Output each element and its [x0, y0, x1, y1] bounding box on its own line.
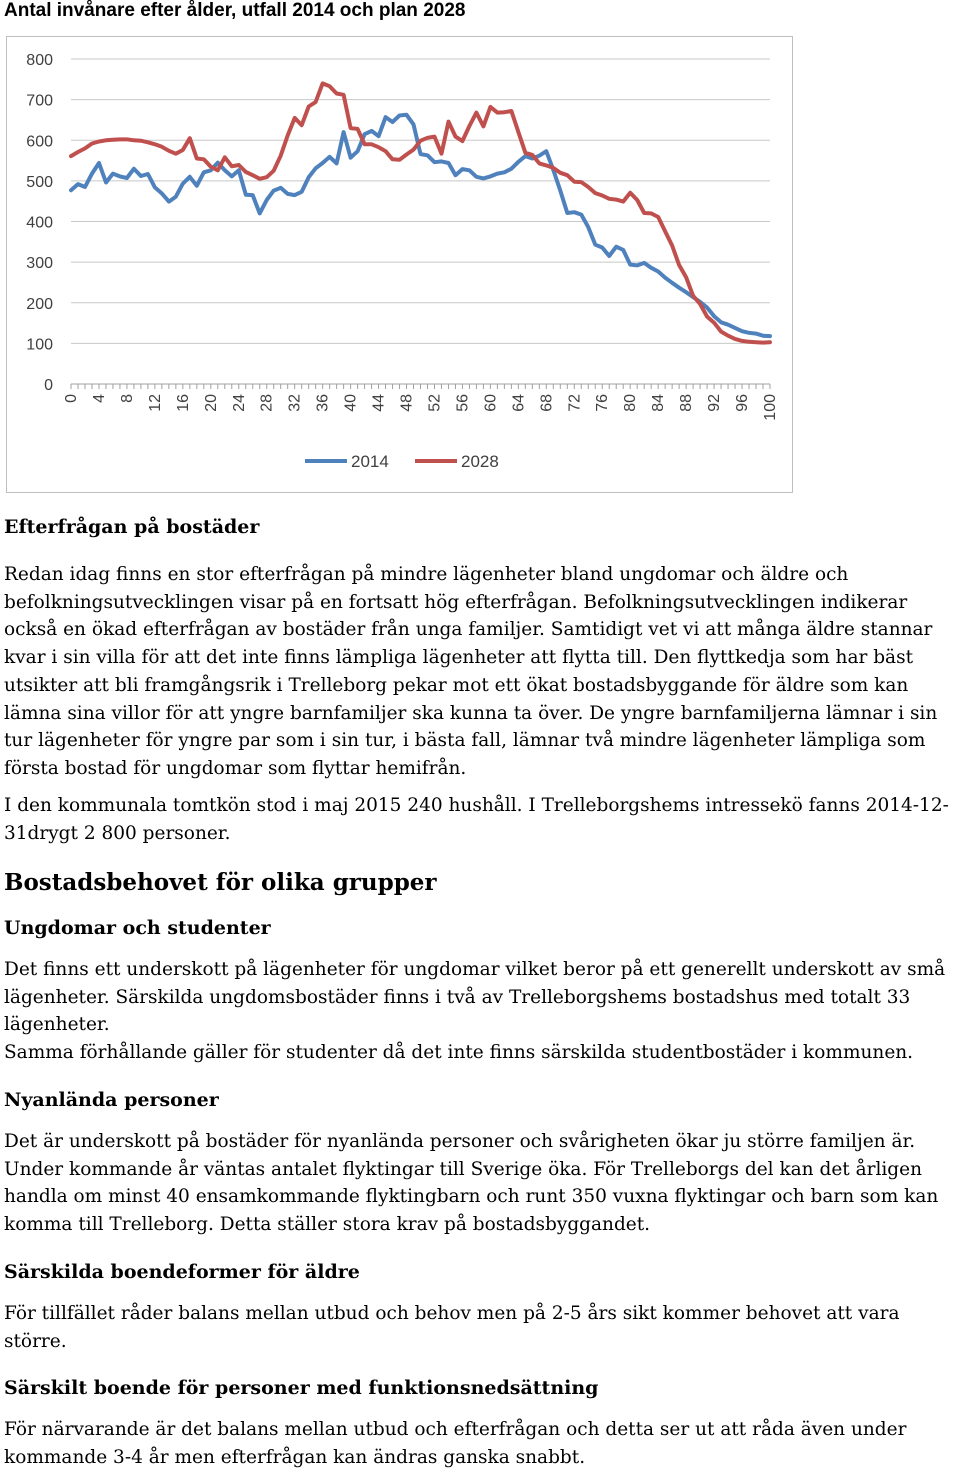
y-tick-label: 600: [26, 133, 53, 151]
x-tick-label: 64: [510, 394, 528, 412]
subheading-nyanlanda: Nyanlända personer: [4, 1089, 219, 1111]
x-tick-label: 8: [118, 394, 136, 403]
x-tick-label: 4: [90, 394, 108, 403]
x-tick-label: 32: [286, 394, 304, 412]
legend-label-2028: 2028: [461, 452, 499, 471]
x-tick-label: 96: [734, 394, 752, 412]
x-tick-label: 0: [63, 394, 80, 403]
x-tick-label: 80: [622, 394, 640, 412]
x-tick-label: 28: [258, 394, 276, 412]
y-tick-label: 200: [26, 295, 53, 313]
paragraph-efterfragan: Redan idag finns en stor efterfrågan på mindre lägenheter bland ungdomar och äldre och befolkningsutvecklingen visar på en fortsatt hög efterfrågan. Befolkningsutvecklingen indikerar också en ökad efterfrågan av bostäder från unga familjer. Samtidigt vet vi att många äldre stannar kvar i sin villa för att det inte finns lämpliga lägenheter att flytta till. Den flyttkedja som har bäst utsikter att bli framgångsrik i Trelleborg pekar mot ett ökat bostadsbyggande för äldre som kan lämna sina villor för att yngre barnfamiljer ska kunna ta över. De yngre barnfamiljerna lämnar i sin tur lägenheter för yngre par som i sin tur, i bästa fall, lämnar två mindre lägenheter lämpliga som första bostad för ungdomar som flyttar hemifrån.: [4, 564, 938, 779]
chart-title: Antal invånare efter ålder, utfall 2014 och plan 2028: [4, 0, 466, 21]
series-line-2028: [71, 83, 770, 342]
x-tick-label: 84: [650, 394, 668, 412]
x-tick-label: 52: [426, 394, 444, 412]
paragraph-tomtko: I den kommunala tomtkön stod i maj 2015 240 hushåll. I Trelleborgshems intressekö fanns 2014-12-31drygt 2 800 personer.: [4, 795, 949, 844]
y-tick-label: 500: [26, 173, 53, 191]
y-tick-label: 0: [44, 377, 53, 394]
x-tick-label: 40: [342, 394, 360, 412]
x-tick-label: 56: [454, 394, 472, 412]
subheading-funktion: Särskilt boende för personer med funktionsnedsättning: [4, 1377, 599, 1399]
line-chart: [7, 37, 792, 492]
x-tick-label: 48: [398, 394, 416, 412]
x-tick-label: 44: [370, 394, 388, 412]
paragraph-funktion: För närvarande är det balans mellan utbud och efterfrågan och detta ser ut att råda även under kommande 3-4 år men efterfrågan kan ändras ganska snabbt.: [4, 1419, 907, 1468]
x-tick-label: 24: [230, 394, 248, 412]
subheading-ungdomar: Ungdomar och studenter: [4, 917, 271, 939]
x-tick-label: 12: [146, 394, 164, 412]
paragraph-nyanlanda: Det är underskott på bostäder för nyanlända personer och svårigheten ökar ju större familjen är. Under kommande år väntas antalet flyktingar till Sverige öka. För Trelleborgs del kan det årligen handla om minst 40 ensamkommande flyktingbarn och runt 350 vuxna flyktingar och barn som kan komma till Trelleborg. Detta ställer stora krav på bostadsbyggandet.: [4, 1131, 939, 1236]
x-tick-label: 88: [678, 394, 696, 412]
paragraph-studenter: Samma förhållande gäller för studenter då det inte finns särskilda studentbostäder i kommunen.: [4, 1042, 914, 1063]
y-tick-label: 400: [26, 214, 53, 232]
x-tick-label: 60: [482, 394, 500, 412]
section-heading-bostadsbehovet: Bostadsbehovet för olika grupper: [4, 869, 437, 896]
x-tick-label: 100: [762, 394, 779, 421]
legend-label-2014: 2014: [351, 452, 389, 471]
paragraph-aldre: För tillfället råder balans mellan utbud och behov men på 2-5 års sikt kommer behovet att vara större.: [4, 1303, 900, 1352]
x-tick-label: 16: [174, 394, 192, 412]
section-heading-efterfragan: Efterfrågan på bostäder: [4, 516, 260, 538]
x-tick-label: 72: [566, 394, 584, 412]
y-tick-label: 800: [26, 52, 53, 69]
subheading-aldre: Särskilda boendeformer för äldre: [4, 1261, 360, 1283]
y-tick-label: 700: [26, 92, 53, 110]
y-tick-label: 300: [26, 255, 53, 273]
x-tick-label: 76: [594, 394, 612, 412]
x-tick-label: 68: [538, 394, 556, 412]
x-tick-label: 36: [314, 394, 332, 412]
x-tick-label: 92: [706, 394, 724, 412]
y-tick-label: 100: [26, 336, 53, 354]
chart-container: [6, 36, 793, 493]
x-tick-label: 20: [202, 394, 220, 412]
paragraph-ungdomar: Det finns ett underskott på lägenheter för ungdomar vilket beror på ett generellt underskott av små lägenheter. Särskilda ungdomsbostäder finns i två av Trelleborgshems bostadshus med totalt 33 lägenheter.: [4, 959, 946, 1036]
